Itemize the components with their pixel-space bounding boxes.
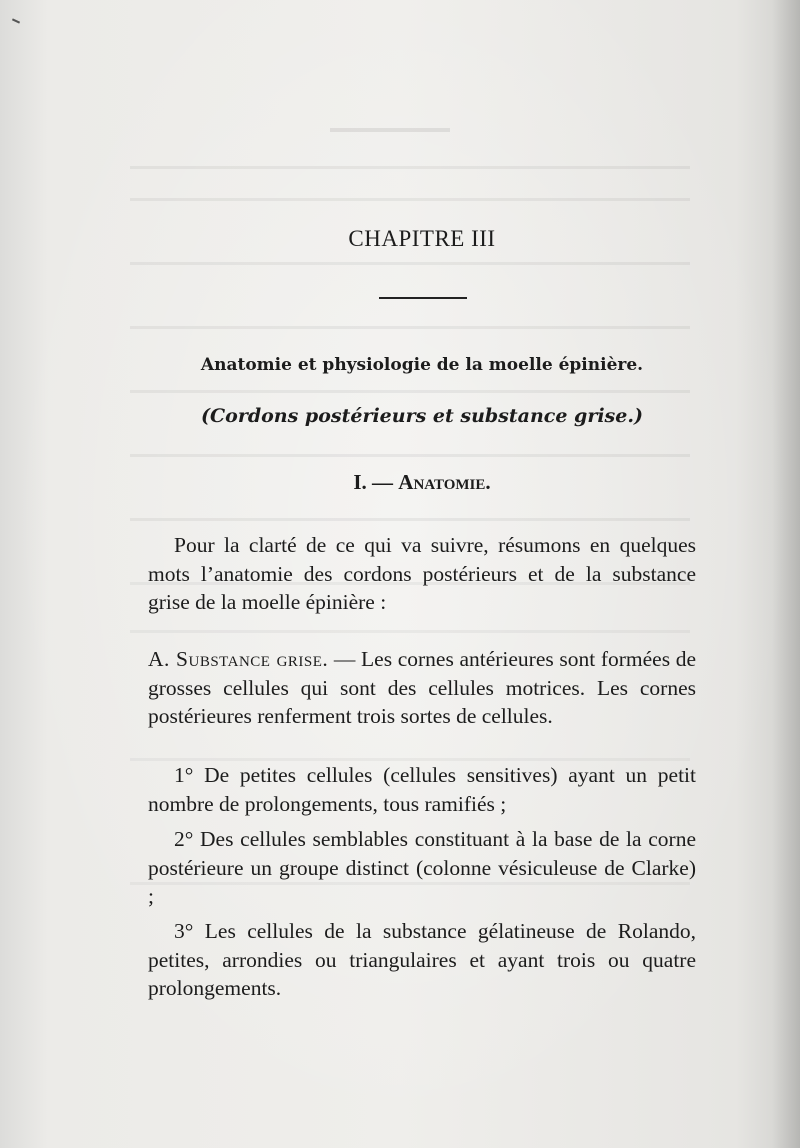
- list-item-3: 3° Les cellules de la substance gélatineuse de Rolando, petites, arrondies ou triangulaires et ayant trois ou quatre prolongements.: [148, 919, 696, 1000]
- chapter-heading: CHAPITRE III: [348, 226, 496, 251]
- chapter-rule: [379, 297, 467, 299]
- page-edge-shadow: [772, 0, 800, 1148]
- section-subtitle: (Cordons postérieurs et substance grise.): [201, 405, 643, 427]
- part-title: Anatomie.: [398, 470, 491, 494]
- paragraph-text: — Les cornes antérieures sont formées de grosses cellules qui sont des cellules motrices. Les cornes postérieures renferment trois sortes de cellules.: [148, 647, 696, 728]
- substance-grise-paragraph: [148, 645, 696, 731]
- part-number: I. —: [353, 470, 394, 494]
- list-item-2: 2° Des cellules semblables constituant à la base de la corne postérieure un groupe distinct (colonne vésiculeuse de Clarke) ;: [148, 827, 696, 908]
- paragraph-label: A. Substance grise.: [148, 647, 329, 671]
- section-title: Anatomie et physiologie de la moelle épinière.: [200, 355, 644, 375]
- list-item-1: 1° De petites cellules (cellules sensitives) ayant un petit nombre de prolongements, tous ramifiés ;: [148, 763, 696, 816]
- intro-paragraph: Pour la clarté de ce qui va suivre, résumons en quelques mots l’anatomie des cordons postérieurs et de la substance grise de la moelle épinière :: [148, 533, 696, 614]
- part-heading: [148, 470, 696, 495]
- stray-mark: [12, 18, 20, 23]
